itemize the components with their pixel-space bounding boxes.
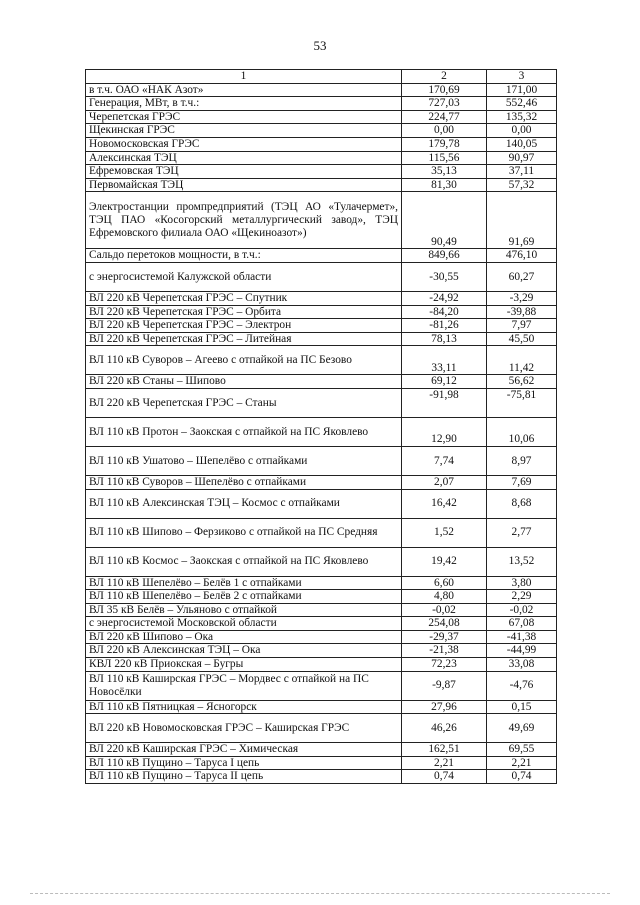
row-value-col2: 4,80 bbox=[402, 590, 487, 604]
row-value-col2: -29,37 bbox=[402, 630, 487, 644]
row-label: ВЛ 220 кВ Станы – Шипово bbox=[86, 375, 402, 389]
row-value-col3: 57,32 bbox=[487, 178, 557, 192]
row-label: ВЛ 220 кВ Алексинская ТЭЦ – Ока bbox=[86, 644, 402, 658]
row-label: ВЛ 110 кВ Суворов – Шепелёво с отпайками bbox=[86, 475, 402, 489]
row-label: ВЛ 220 кВ Черепетская ГРЭС – Орбита bbox=[86, 305, 402, 319]
row-value-col3: 135,32 bbox=[487, 110, 557, 124]
power-balance-table bbox=[85, 69, 557, 784]
row-label: с энергосистемой Московской области bbox=[86, 617, 402, 631]
row-value-col2: -84,20 bbox=[402, 305, 487, 319]
row-label: Алексинская ТЭЦ bbox=[86, 151, 402, 165]
row-value-col3: 90,97 bbox=[487, 151, 557, 165]
table-row bbox=[86, 346, 557, 375]
table-row bbox=[86, 576, 557, 590]
table-row bbox=[86, 305, 557, 319]
table-row bbox=[86, 319, 557, 333]
row-value-col2: 2,07 bbox=[402, 475, 487, 489]
row-label: КВЛ 220 кВ Приокская – Бугры bbox=[86, 658, 402, 672]
row-label: ВЛ 110 кВ Суворов – Агеево с отпайкой на ПС Безово bbox=[86, 346, 402, 375]
row-value-col2: -81,26 bbox=[402, 319, 487, 333]
row-label: ВЛ 220 кВ Каширская ГРЭС – Химическая bbox=[86, 743, 402, 757]
column-header-3: 3 bbox=[487, 70, 557, 84]
table-row bbox=[86, 83, 557, 97]
table-row bbox=[86, 590, 557, 604]
table-row bbox=[86, 165, 557, 179]
row-label: Новомосковская ГРЭС bbox=[86, 137, 402, 151]
row-label: Щекинская ГРЭС bbox=[86, 124, 402, 138]
row-value-col3: 67,08 bbox=[487, 617, 557, 631]
column-header-2: 2 bbox=[402, 70, 487, 84]
row-value-col2: 115,56 bbox=[402, 151, 487, 165]
row-label: Генерация, МВт, в т.ч.: bbox=[86, 97, 402, 111]
row-label: ВЛ 110 кВ Пущино – Таруса I цепь bbox=[86, 756, 402, 770]
row-label: ВЛ 110 кВ Шепелёво – Белёв 1 с отпайками bbox=[86, 576, 402, 590]
row-value-col2: 19,42 bbox=[402, 547, 487, 576]
row-value-col3: -41,38 bbox=[487, 630, 557, 644]
footer-divider bbox=[30, 893, 610, 894]
row-value-col2: 1,52 bbox=[402, 518, 487, 547]
row-label: ВЛ 220 кВ Черепетская ГРЭС – Станы bbox=[86, 388, 402, 417]
row-value-col3: 13,52 bbox=[487, 547, 557, 576]
row-value-col2: 0,00 bbox=[402, 124, 487, 138]
row-value-col2: 254,08 bbox=[402, 617, 487, 631]
table-row bbox=[86, 547, 557, 576]
row-label: ВЛ 110 кВ Пущино – Таруса II цепь bbox=[86, 770, 402, 784]
table-row bbox=[86, 291, 557, 305]
row-value-col3: 2,29 bbox=[487, 590, 557, 604]
table-row bbox=[86, 743, 557, 757]
row-value-col2: 78,13 bbox=[402, 332, 487, 346]
table-row bbox=[86, 137, 557, 151]
row-value-col2: 6,60 bbox=[402, 576, 487, 590]
row-value-col3: 7,97 bbox=[487, 319, 557, 333]
row-value-col3: 552,46 bbox=[487, 97, 557, 111]
row-value-col3: 3,80 bbox=[487, 576, 557, 590]
table-row bbox=[86, 770, 557, 784]
row-value-col3: -39,88 bbox=[487, 305, 557, 319]
table-row bbox=[86, 700, 557, 714]
row-value-col3: 33,08 bbox=[487, 658, 557, 672]
table-row bbox=[86, 630, 557, 644]
row-value-col3: 140,05 bbox=[487, 137, 557, 151]
row-value-col3: 0,74 bbox=[487, 770, 557, 784]
row-value-col3: 8,97 bbox=[487, 446, 557, 475]
row-value-col3: 45,50 bbox=[487, 332, 557, 346]
row-value-col3: 2,21 bbox=[487, 756, 557, 770]
row-label: ВЛ 35 кВ Белёв – Ульяново с отпайкой bbox=[86, 603, 402, 617]
row-value-col3: 49,69 bbox=[487, 714, 557, 743]
table-row bbox=[86, 110, 557, 124]
row-label: Ефремовская ТЭЦ bbox=[86, 165, 402, 179]
row-value-col2: -24,92 bbox=[402, 291, 487, 305]
row-label: ВЛ 110 кВ Шепелёво – Белёв 2 с отпайками bbox=[86, 590, 402, 604]
row-label: Черепетская ГРЭС bbox=[86, 110, 402, 124]
row-value-col3: -75,81 bbox=[487, 388, 557, 417]
table-row bbox=[86, 262, 557, 291]
row-value-col2: 35,13 bbox=[402, 165, 487, 179]
table-row bbox=[86, 644, 557, 658]
row-value-col2: 90,49 bbox=[402, 192, 487, 249]
table-row bbox=[86, 475, 557, 489]
row-value-col2: 170,69 bbox=[402, 83, 487, 97]
row-value-col3: 0,00 bbox=[487, 124, 557, 138]
table-row bbox=[86, 388, 557, 417]
row-value-col2: 16,42 bbox=[402, 489, 487, 518]
row-value-col3: 8,68 bbox=[487, 489, 557, 518]
row-value-col3: 2,77 bbox=[487, 518, 557, 547]
row-value-col3: 171,00 bbox=[487, 83, 557, 97]
table-row bbox=[86, 489, 557, 518]
row-label: ВЛ 110 кВ Шипово – Ферзиково с отпайкой на ПС Средняя bbox=[86, 518, 402, 547]
row-value-col2: 81,30 bbox=[402, 178, 487, 192]
row-value-col3: 56,62 bbox=[487, 375, 557, 389]
table-row bbox=[86, 417, 557, 446]
row-value-col2: -9,87 bbox=[402, 671, 487, 700]
row-value-col3: 37,11 bbox=[487, 165, 557, 179]
table-row bbox=[86, 617, 557, 631]
row-label: ВЛ 220 кВ Черепетская ГРЭС – Литейная bbox=[86, 332, 402, 346]
row-label: ВЛ 220 кВ Шипово – Ока bbox=[86, 630, 402, 644]
table-row bbox=[86, 178, 557, 192]
row-label: Сальдо перетоков мощности, в т.ч.: bbox=[86, 249, 402, 263]
table-row bbox=[86, 446, 557, 475]
row-value-col2: 69,12 bbox=[402, 375, 487, 389]
row-value-col3: 11,42 bbox=[487, 346, 557, 375]
row-value-col3: 10,06 bbox=[487, 417, 557, 446]
row-value-col2: 72,23 bbox=[402, 658, 487, 672]
row-label: Первомайская ТЭЦ bbox=[86, 178, 402, 192]
row-label: ВЛ 110 кВ Алексинская ТЭЦ – Космос с отпайками bbox=[86, 489, 402, 518]
row-value-col2: -91,98 bbox=[402, 388, 487, 417]
row-label: с энергосистемой Калужской области bbox=[86, 262, 402, 291]
row-value-col2: 849,66 bbox=[402, 249, 487, 263]
table-row bbox=[86, 97, 557, 111]
row-value-col3: 91,69 bbox=[487, 192, 557, 249]
row-label: ВЛ 110 кВ Пятницкая – Ясногорск bbox=[86, 700, 402, 714]
table-row bbox=[86, 124, 557, 138]
row-label: ВЛ 110 кВ Ушатово – Шепелёво с отпайками bbox=[86, 446, 402, 475]
table-row bbox=[86, 658, 557, 672]
row-value-col2: 0,74 bbox=[402, 770, 487, 784]
row-label: ВЛ 110 кВ Протон – Заокская с отпайкой на ПС Яковлево bbox=[86, 417, 402, 446]
row-label: ВЛ 110 кВ Космос – Заокская с отпайкой на ПС Яковлево bbox=[86, 547, 402, 576]
table-row bbox=[86, 332, 557, 346]
row-value-col2: 12,90 bbox=[402, 417, 487, 446]
row-value-col3: 7,69 bbox=[487, 475, 557, 489]
row-value-col2: 224,77 bbox=[402, 110, 487, 124]
row-label: в т.ч. ОАО «НАК Азот» bbox=[86, 83, 402, 97]
row-value-col3: 476,10 bbox=[487, 249, 557, 263]
table-row bbox=[86, 518, 557, 547]
row-value-col2: -30,55 bbox=[402, 262, 487, 291]
table-row bbox=[86, 192, 557, 249]
row-value-col3: 0,15 bbox=[487, 700, 557, 714]
row-value-col2: 7,74 bbox=[402, 446, 487, 475]
page-number: 53 bbox=[313, 38, 327, 53]
table-row bbox=[86, 375, 557, 389]
column-header-1: 1 bbox=[86, 70, 402, 84]
table-row bbox=[86, 151, 557, 165]
row-value-col2: 33,11 bbox=[402, 346, 487, 375]
row-value-col2: 179,78 bbox=[402, 137, 487, 151]
row-value-col3: 69,55 bbox=[487, 743, 557, 757]
row-value-col3: -4,76 bbox=[487, 671, 557, 700]
row-value-col2: 27,96 bbox=[402, 700, 487, 714]
row-label: ВЛ 220 кВ Черепетская ГРЭС – Спутник bbox=[86, 291, 402, 305]
table-header-row bbox=[86, 70, 557, 84]
row-value-col2: 162,51 bbox=[402, 743, 487, 757]
row-value-col3: -3,29 bbox=[487, 291, 557, 305]
row-label: Электростанции промпредприятий (ТЭЦ АО «Тулачермет», ТЭЦ ПАО «Косогорский металлургический завод», ТЭЦ Ефремовского филиала ОАО «Щекиноазот») bbox=[86, 192, 402, 249]
row-value-col3: -44,99 bbox=[487, 644, 557, 658]
row-label: ВЛ 220 кВ Новомосковская ГРЭС – Каширская ГРЭС bbox=[86, 714, 402, 743]
table-row bbox=[86, 671, 557, 700]
row-value-col3: -0,02 bbox=[487, 603, 557, 617]
row-value-col2: -21,38 bbox=[402, 644, 487, 658]
table-row bbox=[86, 714, 557, 743]
row-value-col2: 727,03 bbox=[402, 97, 487, 111]
row-value-col2: 2,21 bbox=[402, 756, 487, 770]
table-row bbox=[86, 603, 557, 617]
row-label: ВЛ 110 кВ Каширская ГРЭС – Мордвес с отпайкой на ПС Новосёлки bbox=[86, 671, 402, 700]
row-label: ВЛ 220 кВ Черепетская ГРЭС – Электрон bbox=[86, 319, 402, 333]
row-value-col2: -0,02 bbox=[402, 603, 487, 617]
table-row bbox=[86, 756, 557, 770]
row-value-col2: 46,26 bbox=[402, 714, 487, 743]
row-value-col3: 60,27 bbox=[487, 262, 557, 291]
table-row bbox=[86, 249, 557, 263]
